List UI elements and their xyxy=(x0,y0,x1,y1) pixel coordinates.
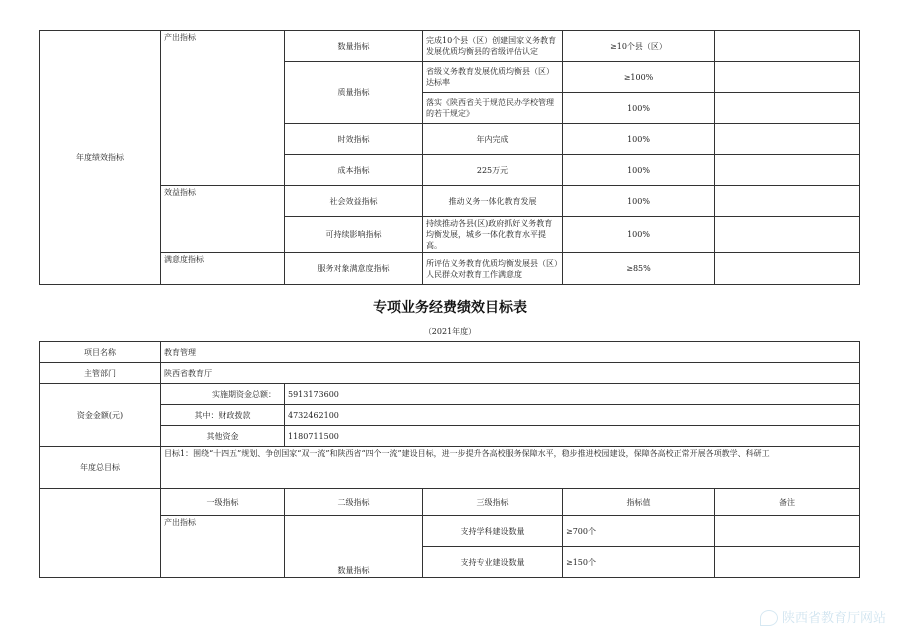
indicator-value: 100% xyxy=(563,217,715,253)
header-level3: 三级指标 xyxy=(423,489,563,516)
note-cell xyxy=(715,186,860,217)
header-level1: 一级指标 xyxy=(161,489,285,516)
funds-total-label: 实施期资金总额： xyxy=(161,384,285,405)
department-value: 陕西省教育厅 xyxy=(161,363,860,384)
watermark-text: 陕西省教育厅网站 xyxy=(781,610,886,626)
annual-goal-label: 年度总目标 xyxy=(40,447,161,489)
l3-indicator: 可持续影响指标 xyxy=(285,217,423,253)
header-value: 指标值 xyxy=(563,489,715,516)
funds-other-label: 其他资金 xyxy=(161,426,285,447)
l3-indicator: 服务对象满意度指标 xyxy=(285,253,423,285)
indicator-content: 落实《陕西省关于规范民办学校管理的若干规定》 xyxy=(423,93,563,124)
note-cell xyxy=(715,124,860,155)
project-target-table xyxy=(39,341,860,578)
goal-spacer-cell xyxy=(40,489,161,578)
document-year: （2021年度） xyxy=(423,327,477,336)
document-title: 专项业务经费绩效目标表 xyxy=(373,300,527,316)
indicator-content: 省级义务教育发展优质均衡县（区）达标率 xyxy=(423,62,563,93)
indicator-content: 持续推动各县(区)政府抓好义务教育均衡发展，城乡一体化教育水平提高。 xyxy=(423,217,563,253)
l3-indicator: 质量指标 xyxy=(285,62,423,124)
indicator-content: 225万元 xyxy=(423,155,563,186)
note-cell xyxy=(715,93,860,124)
note-cell xyxy=(715,253,860,285)
annual-indicator-label: 年度绩效指标 xyxy=(40,31,161,285)
l3-indicator: 支持专业建设数量 xyxy=(423,547,563,578)
funds-fiscal-value: 4732462100 xyxy=(285,405,860,426)
funds-other-value: 1180711500 xyxy=(285,426,860,447)
project-name-value: 教育管理 xyxy=(161,342,860,363)
indicator-value: 100% xyxy=(563,186,715,217)
note-cell xyxy=(715,155,860,186)
indicator-content: 完成10个县（区）创建国家义务教育发展优质均衡县的省级评估认定 xyxy=(423,31,563,62)
indicator-value: ≥150个 xyxy=(563,547,715,578)
output-indicator-label: 产出指标 xyxy=(161,31,285,186)
indicator-value: ≥100% xyxy=(563,62,715,93)
indicator-content: 推动义务一体化教育发展 xyxy=(423,186,563,217)
l3-indicator: 数量指标 xyxy=(285,31,423,62)
funds-total-value: 5913173600 xyxy=(285,384,860,405)
annual-goal-value: 目标1：围绕“十四五”规划、争创国家“双一流”和陕西省“四个一流”建设目标，进一步提升各高校服务保障水平，稳步推进校园建设，保障各高校正常开展各项教学、科研工 xyxy=(161,447,860,489)
indicator-value: ≥85% xyxy=(563,253,715,285)
l3-indicator: 支持学科建设数量 xyxy=(423,516,563,547)
project-name-label: 项目名称 xyxy=(40,342,161,363)
note-cell xyxy=(715,547,860,578)
funds-fiscal-label: 其中：财政拨款 xyxy=(161,405,285,426)
quantity-indicator-label: 数量指标 xyxy=(285,516,423,578)
indicator-value: 100% xyxy=(563,155,715,186)
site-watermark xyxy=(760,607,886,627)
indicator-value: ≥10个县（区） xyxy=(563,31,715,62)
indicator-value: 100% xyxy=(563,93,715,124)
department-label: 主管部门 xyxy=(40,363,161,384)
l3-indicator: 时效指标 xyxy=(285,124,423,155)
indicator-value: ≥700个 xyxy=(563,516,715,547)
note-cell xyxy=(715,217,860,253)
indicator-value: 100% xyxy=(563,124,715,155)
satisfaction-indicator-label: 满意度指标 xyxy=(161,253,285,285)
leaf-logo-icon xyxy=(760,610,778,626)
header-level2: 二级指标 xyxy=(285,489,423,516)
indicator-content: 年内完成 xyxy=(423,124,563,155)
l3-indicator: 成本指标 xyxy=(285,155,423,186)
indicator-content: 所评估义务教育优质均衡发展县（区）人民群众对教育工作满意度 xyxy=(423,253,563,285)
note-cell xyxy=(715,62,860,93)
top-performance-table xyxy=(39,30,860,285)
funds-label: 资金金额(元) xyxy=(40,384,161,447)
note-cell xyxy=(715,516,860,547)
benefit-indicator-label: 效益指标 xyxy=(161,186,285,253)
output-indicator-label: 产出指标 xyxy=(161,516,285,578)
l3-indicator: 社会效益指标 xyxy=(285,186,423,217)
note-cell xyxy=(715,31,860,62)
header-note: 备注 xyxy=(715,489,860,516)
